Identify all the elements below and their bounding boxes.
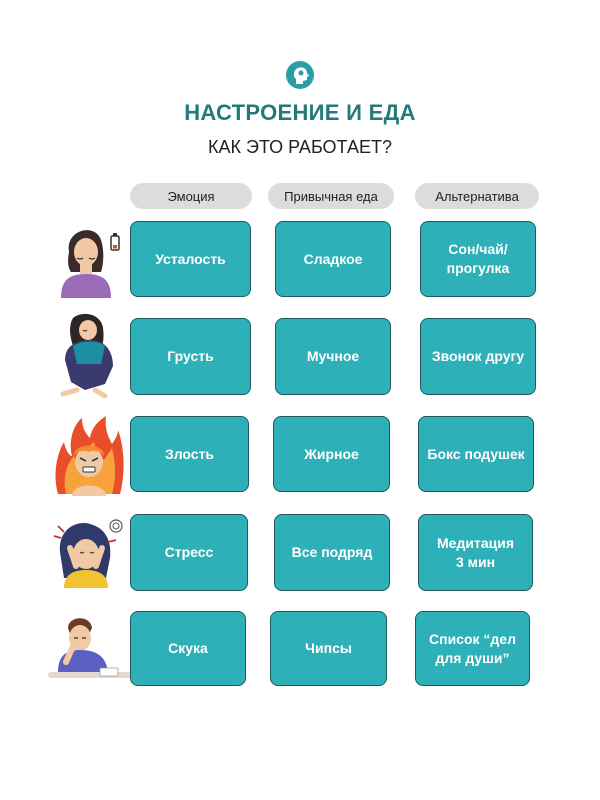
- emotion-card-stress: Стресс: [130, 514, 248, 591]
- column-header-usual-food: Привычная еда: [268, 183, 394, 209]
- emotion-card-sadness: Грусть: [130, 318, 251, 395]
- alternative-card-call-friend: Звонок другу: [420, 318, 536, 395]
- emotion-card-anger: Злость: [130, 416, 249, 492]
- emotion-card-boredom: Скука: [130, 611, 246, 686]
- alternative-card-pillow-boxing: Бокс подушек: [418, 416, 534, 492]
- food-card-sweets: Сладкое: [275, 221, 391, 297]
- angry-girl-flames-icon: [52, 412, 126, 496]
- emotion-card-tiredness: Усталость: [130, 221, 251, 297]
- column-header-alternative: Альтернатива: [415, 183, 539, 209]
- food-card-chips: Чипсы: [270, 611, 387, 686]
- stressed-woman-holding-head-icon: [50, 512, 130, 588]
- alternative-card-soul-list: Список “дел для души”: [415, 611, 530, 686]
- column-header-emotion: Эмоция: [130, 183, 252, 209]
- page-subtitle: КАК ЭТО РАБОТАЕТ?: [208, 137, 392, 157]
- sad-girl-hugging-knees-icon: [55, 310, 127, 398]
- food-card-everything: Все подряд: [274, 514, 390, 591]
- head-profile-icon: [285, 60, 315, 90]
- food-card-fatty: Жирное: [273, 416, 390, 492]
- bored-man-at-desk-icon: [44, 610, 132, 686]
- food-card-pastry: Мучное: [275, 318, 391, 395]
- alternative-card-meditation: Медитация 3 мин: [418, 514, 533, 591]
- page-title: НАСТРОЕНИЕ И ЕДА: [184, 100, 416, 125]
- tired-girl-low-battery-icon: [55, 222, 127, 298]
- alternative-card-sleep-tea-walk: Сон/чай/ прогулка: [420, 221, 536, 297]
